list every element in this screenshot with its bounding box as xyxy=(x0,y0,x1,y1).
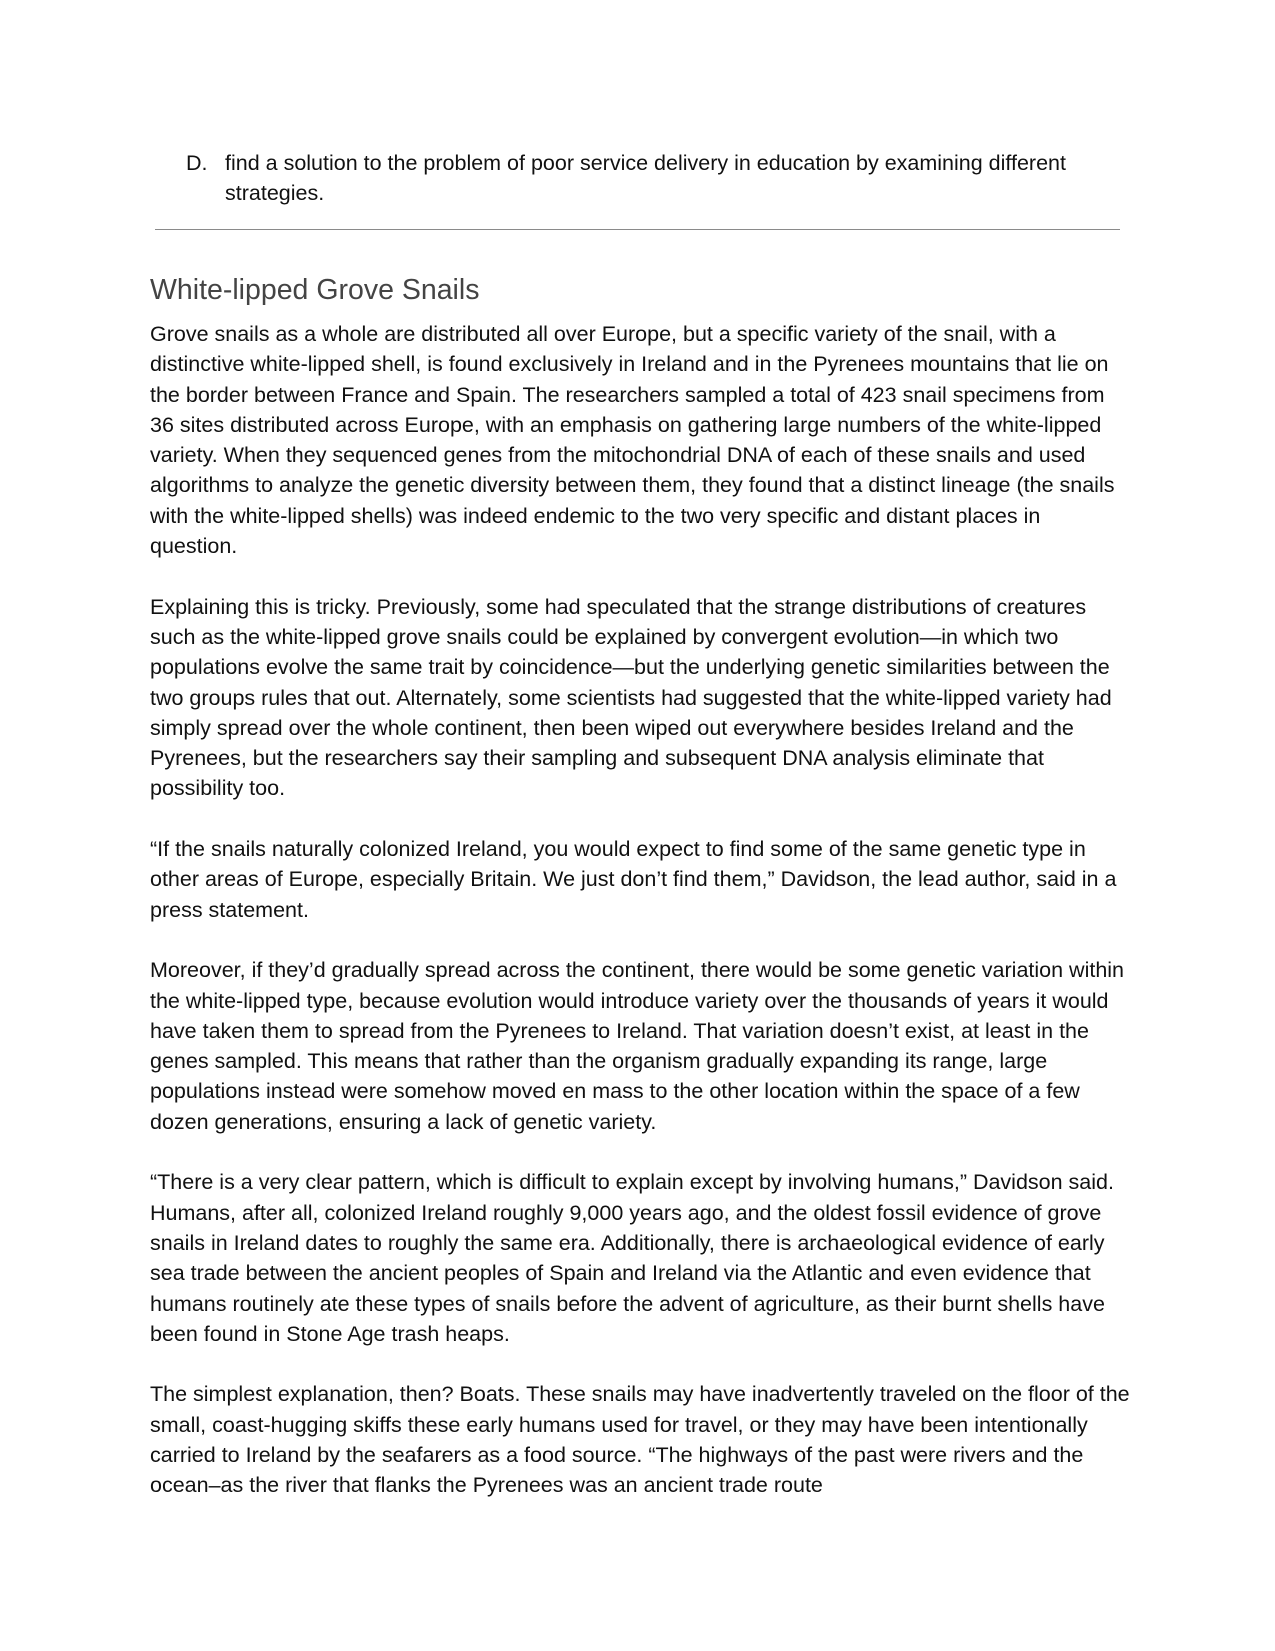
paragraph-3: “If the snails naturally colonized Ireland, you would expect to find some of the same genetic type in other areas of Europe, especially Britain. We just don’t find them,” Davidson, the lead author, said in a press statement. xyxy=(150,837,1117,922)
article-heading: White-lipped Grove Snails xyxy=(150,274,480,306)
option-text: find a solution to the problem of poor service delivery in education by examining different strategies. xyxy=(225,151,1066,205)
paragraph-4: Moreover, if they’d gradually spread across the continent, there would be some genetic variation within the white-lipped type, because evolution would introduce variety over the thousands of years it would have taken them to spread from the Pyrenees to Ireland. That variation doesn’t exist, at least in the genes sampled. This means that rather than the organism gradually expanding its range, large populations instead were somehow moved en mass to the other location within the space of a few dozen generations, ensuring a lack of genetic variety. xyxy=(150,958,1125,1134)
paragraph-5: “There is a very clear pattern, which is difficult to explain except by involving humans,” Davidson said. Humans, after all, colonized Ireland roughly 9,000 years ago, and the oldest fossil evidence of grove snails in Ireland dates to roughly the same era. Additionally, there is archaeological evidence of early sea trade between the ancient peoples of Spain and Ireland via the Atlantic and even evidence that humans routinely ate these types of snails before the advent of agriculture, as their burnt shells have been found in Stone Age trash heaps. xyxy=(150,1170,1114,1346)
paragraph-1: Grove snails as a whole are distributed all over Europe, but a specific variety of the snail, with a distinctive white-lipped shell, is found exclusively in Ireland and in the Pyrenees mountains that lie on the border between France and Spain. The researchers sampled a total of 423 snail specimens from 36 sites distributed across Europe, with an emphasis on gathering large numbers of the white-lipped variety. When they sequenced genes from the mitochondrial DNA of each of these snails and used algorithms to analyze the genetic diversity between them, they found that a distinct lineage (the snails with the white-lipped shells) was indeed endemic to the two very specific and distant places in question. xyxy=(150,322,1115,559)
option-letter: D. xyxy=(186,151,208,175)
paragraph-6: The simplest explanation, then? Boats. These snails may have inadvertently traveled on the floor of the small, coast-hugging skiffs these early humans used for travel, or they may have been intentionally carried to Ireland by the seafarers as a food source. “The highways of the past were rivers and the ocean–as the river that flanks the Pyrenees was an ancient trade route xyxy=(150,1382,1130,1498)
horizontal-divider xyxy=(155,229,1120,230)
answer-option-d xyxy=(186,148,1126,208)
paragraph-2: Explaining this is tricky. Previously, some had speculated that the strange distributions of creatures such as the white-lipped grove snails could be explained by convergent evolution—in which two populations evolve the same trait by coincidence—but the underlying genetic similarities between the two groups rules that out. Alternately, some scientists had suggested that the white-lipped variety had simply spread over the whole continent, then been wiped out everywhere besides Ireland and the Pyrenees, but the researchers say their sampling and subsequent DNA analysis eliminate that possibility too. xyxy=(150,594,1112,801)
article-body xyxy=(150,319,1130,1531)
